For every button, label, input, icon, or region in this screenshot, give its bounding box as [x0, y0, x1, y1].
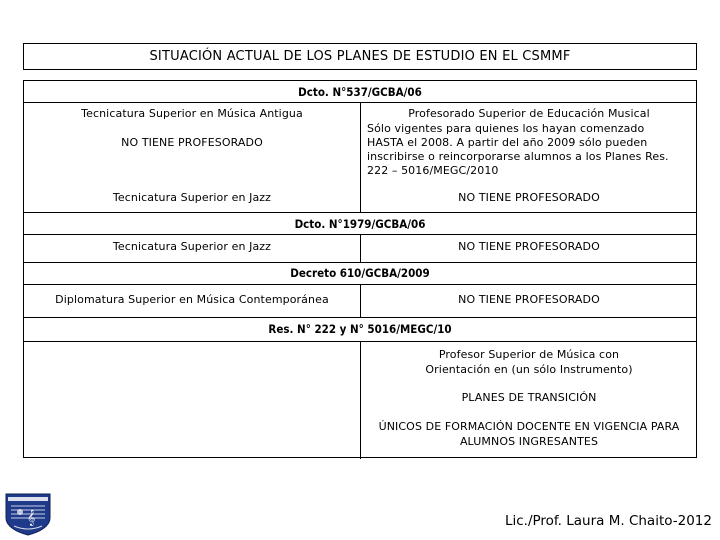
- cell-no-profesorado-4: NO TIENE PROFESORADO: [458, 293, 600, 306]
- plans-table: [23, 80, 697, 458]
- cell-orientacion: Orientación en (un sólo Instrumento): [425, 363, 633, 376]
- page-title: SITUACIÓN ACTUAL DE LOS PLANES DE ESTUDIO EN EL CSMMF: [23, 43, 697, 70]
- cell-jazz-1: Tecnicatura Superior en Jazz: [112, 191, 272, 204]
- cell-musica-antigua: Tecnicatura Superior en Música Antigua: [81, 107, 303, 120]
- section-header-4: Res. N° 222 y N° 5016/MEGC/10: [268, 322, 452, 336]
- section-header-2: Dcto. N°1979/GCBA/06: [294, 217, 426, 231]
- cell-vigencia-line-4: 222 – 5016/MEGC/2010: [367, 164, 499, 177]
- cell-vigencia-line-2: HASTA el 2008. A partir del año 2009 sólo pueden: [367, 136, 648, 149]
- cell-vigencia-line-1: Sólo vigentes para quienes los hayan comenzado: [367, 122, 645, 135]
- section-header-1: Dcto. N°537/GCBA/06: [298, 85, 422, 99]
- svg-text:𝄞: 𝄞: [27, 510, 36, 526]
- cell-profesor-superior: Profesor Superior de Música con: [438, 348, 620, 361]
- cell-planes-transicion: PLANES DE TRANSICIÓN: [461, 391, 597, 404]
- cell-no-profesorado-1: NO TIENE PROFESORADO: [121, 136, 263, 149]
- cell-jazz-2: Tecnicatura Superior en Jazz: [112, 240, 272, 253]
- author-credit: Lic./Prof. Laura M. Chaito-2012: [504, 513, 712, 529]
- cell-profesorado-educacion: Profesorado Superior de Educación Musical: [408, 107, 650, 120]
- cell-unicos-line-1: ÚNICOS DE FORMACIÓN DOCENTE EN VIGENCIA PARA: [378, 420, 680, 433]
- cell-unicos-line-2: ALUMNOS INGRESANTES: [459, 435, 599, 448]
- section-header-3: Decreto 610/GCBA/2009: [290, 266, 430, 280]
- cell-no-profesorado-2: NO TIENE PROFESORADO: [458, 191, 600, 204]
- cell-vigencia-line-3: inscribirse o reincorporarse alumnos a los Planes Res.: [367, 150, 669, 163]
- cell-no-profesorado-3: NO TIENE PROFESORADO: [458, 240, 600, 253]
- conservatory-shield-logo-icon: [0, 492, 56, 536]
- cell-contemporanea: Diplomatura Superior en Música Contemporánea: [55, 293, 329, 306]
